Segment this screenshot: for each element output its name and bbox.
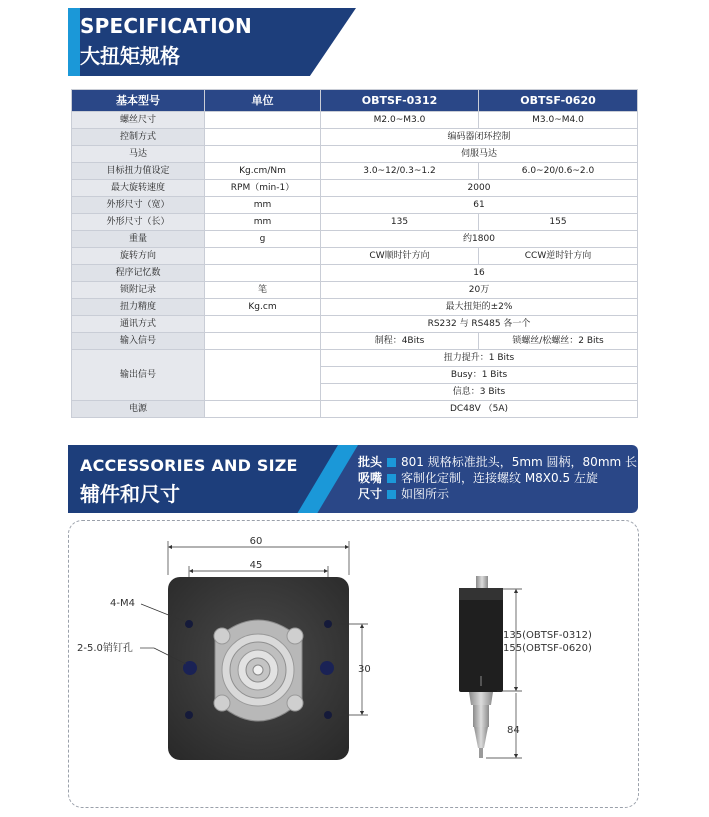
row-value: 16 (321, 265, 638, 282)
row-unit: g (205, 231, 321, 248)
row-value: RS232 与 RS485 各一个 (321, 316, 638, 333)
row-value-a: 3.0~12/0.3~1.2 (321, 163, 479, 180)
row-label: 旋转方向 (72, 248, 205, 265)
row-value: 扭力提升：1 Bits (321, 350, 638, 367)
spec-title-en: SPECIFICATION (80, 14, 252, 38)
row-label: 最大旋转速度 (72, 180, 205, 197)
header-obtsf-0620: OBTSF-0620 (479, 90, 638, 112)
row-value-b: 6.0~20/0.6~2.0 (479, 163, 638, 180)
row-value: 约1800 (321, 231, 638, 248)
row-value-a: 135 (321, 214, 479, 231)
row-label: 输出信号 (72, 350, 205, 401)
row-value-a: 制程：4Bits (321, 333, 479, 350)
header-model: 基本型号 (72, 90, 205, 112)
row-label: 扭力精度 (72, 299, 205, 316)
row-unit: RPM（min-1） (205, 180, 321, 197)
accessory-key: 批头 (358, 455, 383, 469)
pin-label: 2-5.0销钉孔 (77, 643, 133, 654)
row-value-a: M2.0~M3.0 (321, 112, 479, 129)
dim-45-label: 45 (249, 560, 263, 571)
row-label: 目标扭力值设定 (72, 163, 205, 180)
len-0620-label: 155(OBTSF-0620) (503, 643, 592, 654)
header-unit: 单位 (205, 90, 321, 112)
row-value-b: M3.0~M4.0 (479, 112, 638, 129)
row-label: 输入信号 (72, 333, 205, 350)
row-unit: 笔 (205, 282, 321, 299)
spec-title-cn: 大扭矩规格 (80, 44, 180, 68)
row-value-b: 锁螺丝/松螺丝：2 Bits (479, 333, 638, 350)
dim-60-label: 60 (249, 536, 263, 547)
row-value: 20万 (321, 282, 638, 299)
row-label: 外形尺寸（宽） (72, 197, 205, 214)
row-label: 重量 (72, 231, 205, 248)
row-label: 电源 (72, 401, 205, 418)
row-label: 锁附记录 (72, 282, 205, 299)
header-obtsf-0312: OBTSF-0312 (321, 90, 479, 112)
row-value: DC48V （5A) (321, 401, 638, 418)
accessory-key: 尺寸 (358, 487, 383, 501)
len-0312-label: 135(OBTSF-0312) (503, 630, 592, 641)
accessory-text: 801 规格标准批头，5mm 圆柄，80mm 长 (401, 455, 638, 469)
row-label: 通讯方式 (72, 316, 205, 333)
accessory-text: 客制化定制，连接螺纹 M8X0.5 左旋 (401, 471, 598, 485)
row-value: 2000 (321, 180, 638, 197)
dimension-length (497, 589, 592, 691)
row-value-b: 155 (479, 214, 638, 231)
row-value: 信息：3 Bits (321, 384, 638, 401)
side-view (459, 576, 503, 758)
m4-label: 4-M4 (110, 598, 135, 609)
row-value: 伺服马达 (321, 146, 638, 163)
row-value: 编码器闭环控制 (321, 129, 638, 146)
row-label: 控制方式 (72, 129, 205, 146)
row-unit: Kg.cm/Nm (205, 163, 321, 180)
accessories-title-cn: 辅件和尺寸 (80, 482, 180, 506)
accessory-key: 吸嘴 (358, 471, 383, 485)
row-unit: Kg.cm (205, 299, 321, 316)
row-value-a: CW顺时针方向 (321, 248, 479, 265)
accessory-text: 如图所示 (401, 487, 450, 501)
row-value: Busy：1 Bits (321, 367, 638, 384)
row-label: 程序记忆数 (72, 265, 205, 282)
row-label: 马达 (72, 146, 205, 163)
dimension-84 (486, 693, 522, 758)
row-label: 外形尺寸（长） (72, 214, 205, 231)
accessories-title-en: ACCESSORIES AND SIZE (80, 456, 298, 475)
row-unit: mm (205, 197, 321, 214)
row-unit: mm (205, 214, 321, 231)
row-label: 螺丝尺寸 (72, 112, 205, 129)
dim-84-label: 84 (507, 725, 520, 736)
row-value: 最大扭矩的±2% (321, 299, 638, 316)
row-value-b: CCW逆时针方向 (479, 248, 638, 265)
dim-30-label: 30 (358, 664, 371, 675)
row-value: 61 (321, 197, 638, 214)
